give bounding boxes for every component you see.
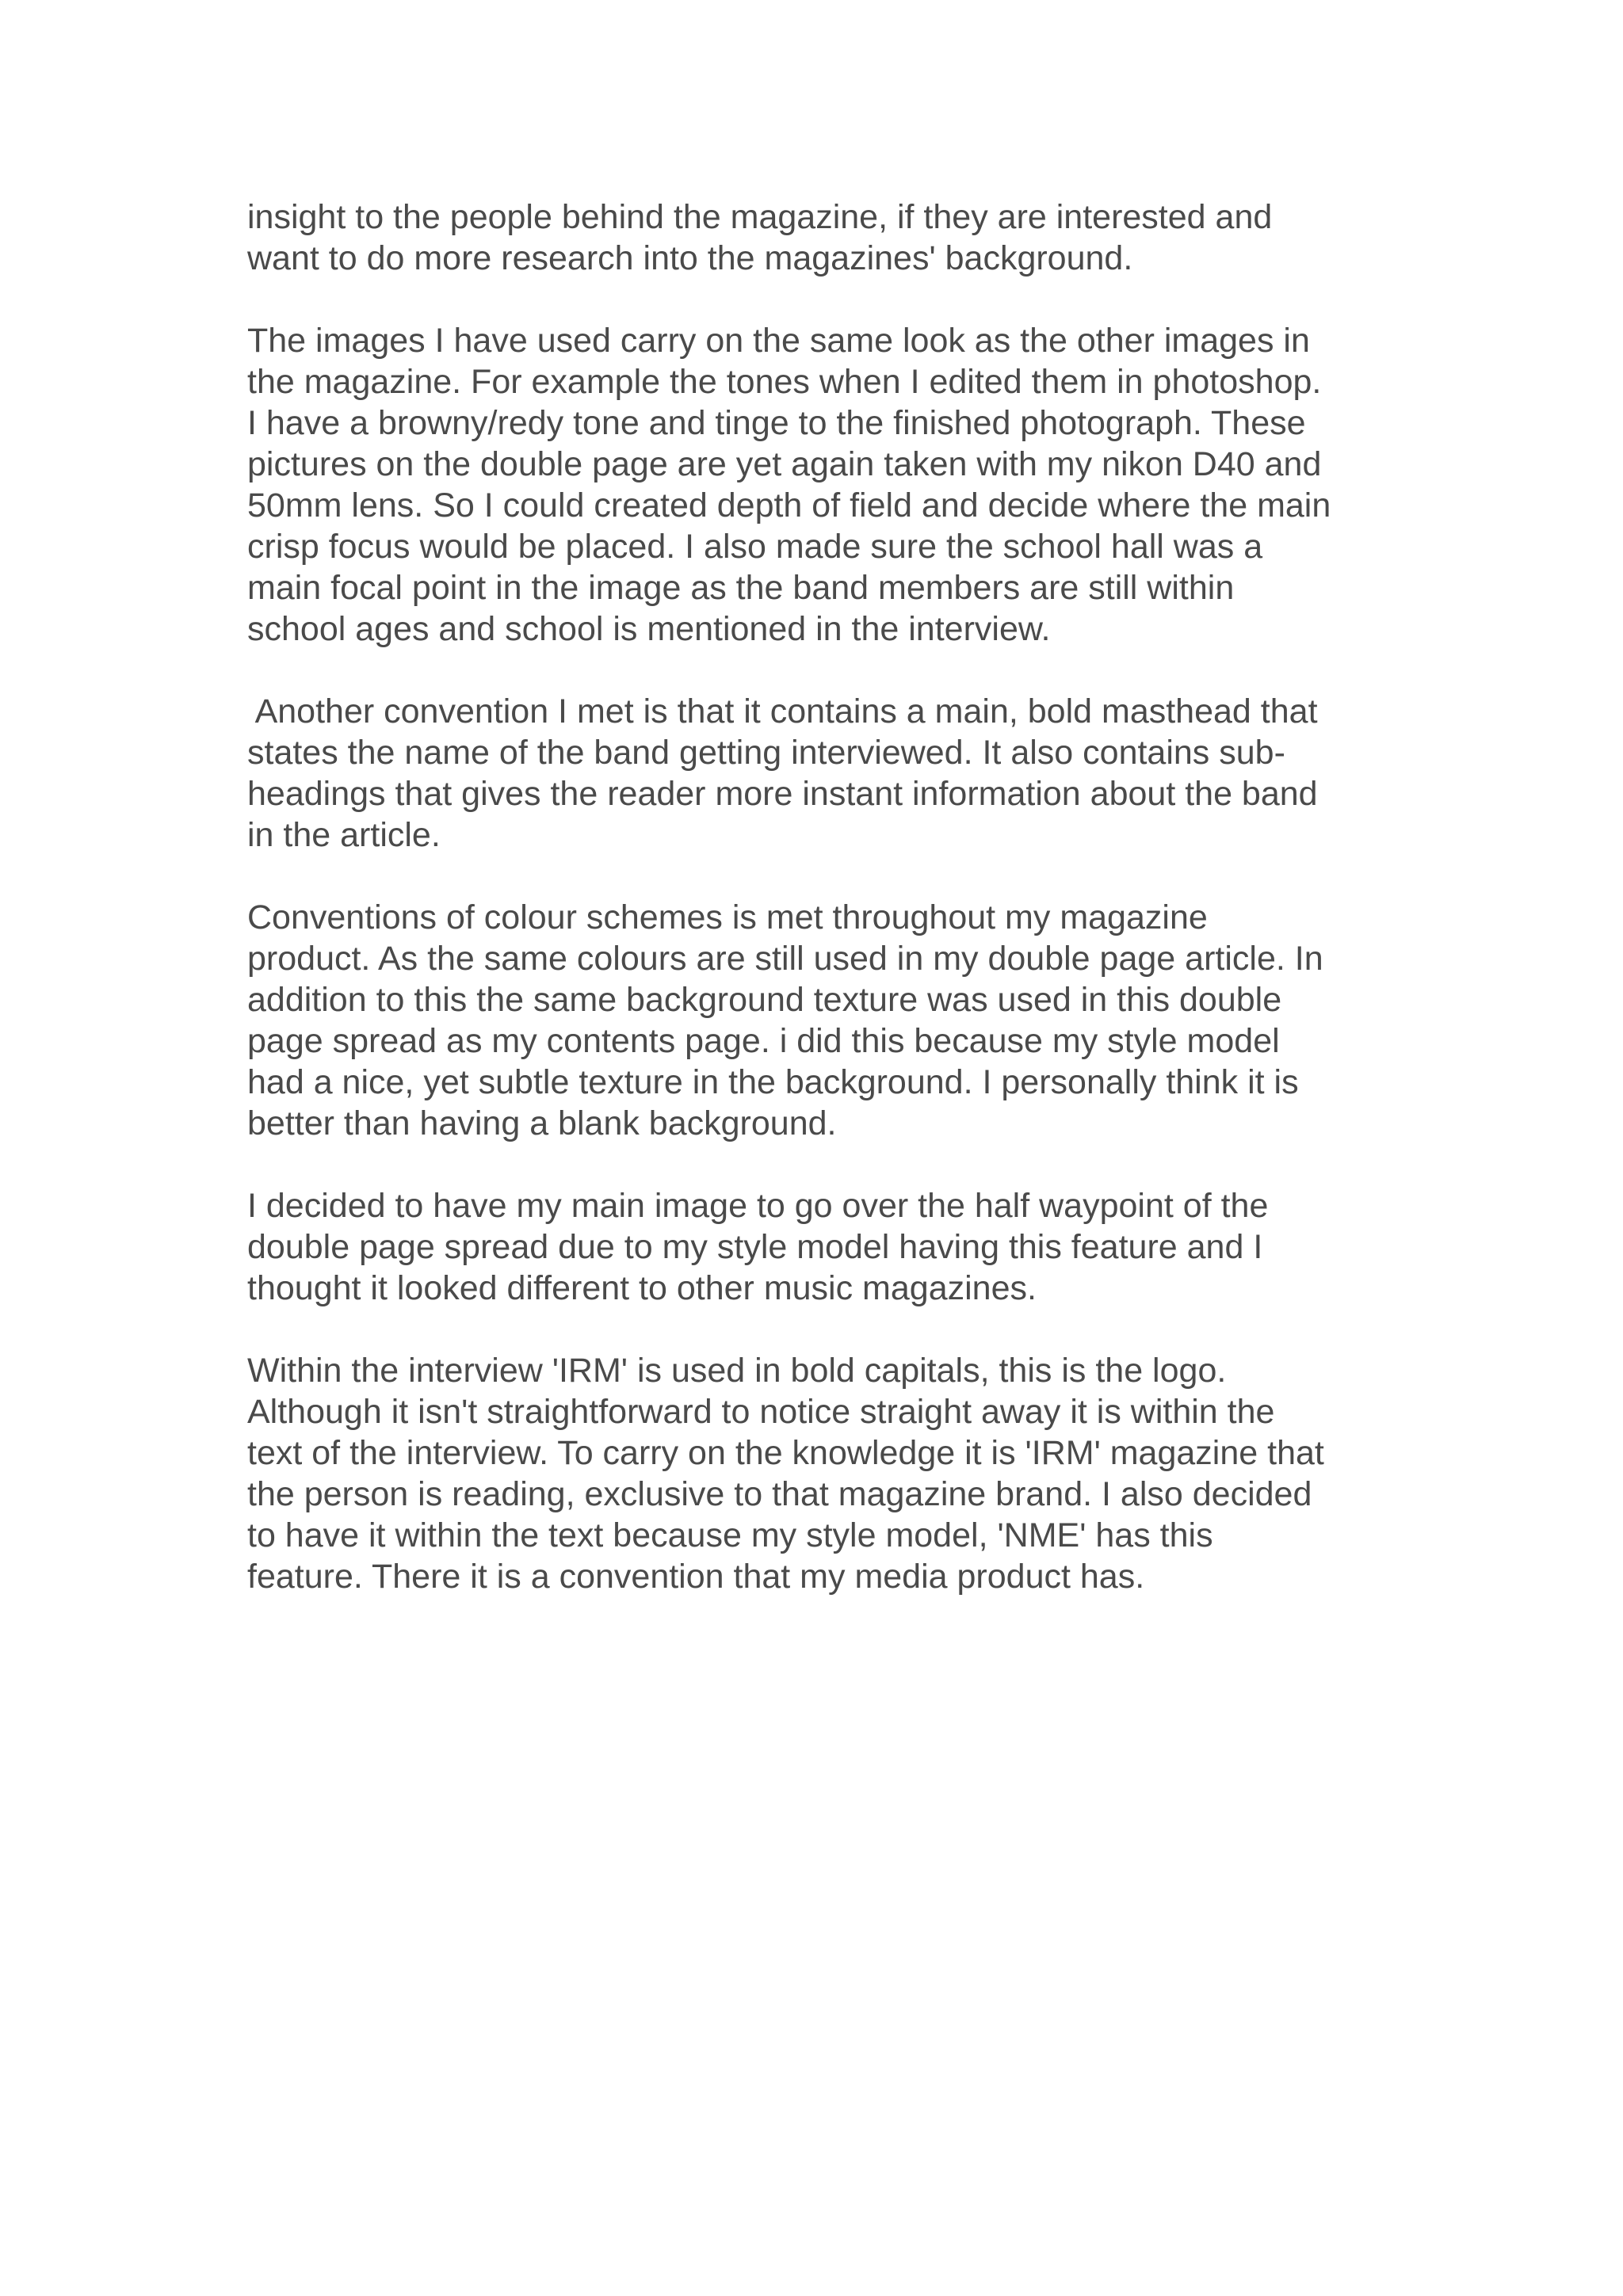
text-line: school ages and school is mentioned in the interview.: [247, 610, 1051, 648]
text-line: feature. There it is a convention that my media product has.: [247, 1558, 1145, 1596]
paragraph-5: [247, 1185, 1404, 1309]
text-line: addition to this the same background texture was used in this double: [247, 981, 1282, 1019]
text-line: product. As the same colours are still used in my double page article. In: [247, 940, 1323, 978]
text-line: had a nice, yet subtle texture in the background. I personally think it is: [247, 1063, 1299, 1101]
text-line: the magazine. For example the tones when I edited them in photoshop.: [247, 363, 1322, 401]
text-line: crisp focus would be placed. I also made sure the school hall was a: [247, 528, 1263, 566]
text-line: thought it looked different to other music magazines.: [247, 1269, 1037, 1307]
text-line: want to do more research into the magazines' background.: [247, 239, 1133, 277]
text-line: Although it isn't straightforward to notice straight away it is within the: [247, 1393, 1275, 1431]
text-line: states the name of the band getting interviewed. It also contains sub-: [247, 734, 1285, 772]
text-line: better than having a blank background.: [247, 1104, 837, 1142]
text-line: Conventions of colour schemes is met throughout my magazine: [247, 898, 1208, 936]
text-line: to have it within the text because my style model, 'NME' has this: [247, 1516, 1213, 1554]
text-line: Another convention I met is that it contains a main, bold masthead that: [247, 692, 1318, 730]
text-line: text of the interview. To carry on the knowledge it is 'IRM' magazine that: [247, 1434, 1324, 1472]
paragraph-6: [247, 1350, 1404, 1597]
text-line: 50mm lens. So I could created depth of field and decide where the main: [247, 486, 1331, 524]
text-line: in the article.: [247, 816, 441, 854]
text-line: Within the interview 'IRM' is used in bold capitals, this is the logo.: [247, 1352, 1227, 1390]
paragraph-1: [247, 196, 1404, 279]
paragraph-3: [247, 691, 1404, 856]
paragraph-2: [247, 320, 1404, 650]
text-line: page spread as my contents page. i did this because my style model: [247, 1022, 1280, 1060]
text-line: main focal point in the image as the band members are still within: [247, 569, 1235, 607]
text-line: pictures on the double page are yet again taken with my nikon D40 and: [247, 445, 1322, 483]
text-line: double page spread due to my style model having this feature and I: [247, 1228, 1263, 1266]
text-line: insight to the people behind the magazine, if they are interested and: [247, 198, 1273, 236]
text-line: the person is reading, exclusive to that magazine brand. I also decided: [247, 1475, 1312, 1513]
text-line: headings that gives the reader more instant information about the band: [247, 775, 1318, 813]
text-line: The images I have used carry on the same look as the other images in: [247, 322, 1310, 360]
body-text: [247, 196, 1404, 1597]
text-line: I have a browny/redy tone and tinge to the finished photograph. These: [247, 404, 1306, 442]
text-line: I decided to have my main image to go over the half waypoint of the: [247, 1187, 1269, 1225]
paragraph-4: [247, 897, 1404, 1144]
